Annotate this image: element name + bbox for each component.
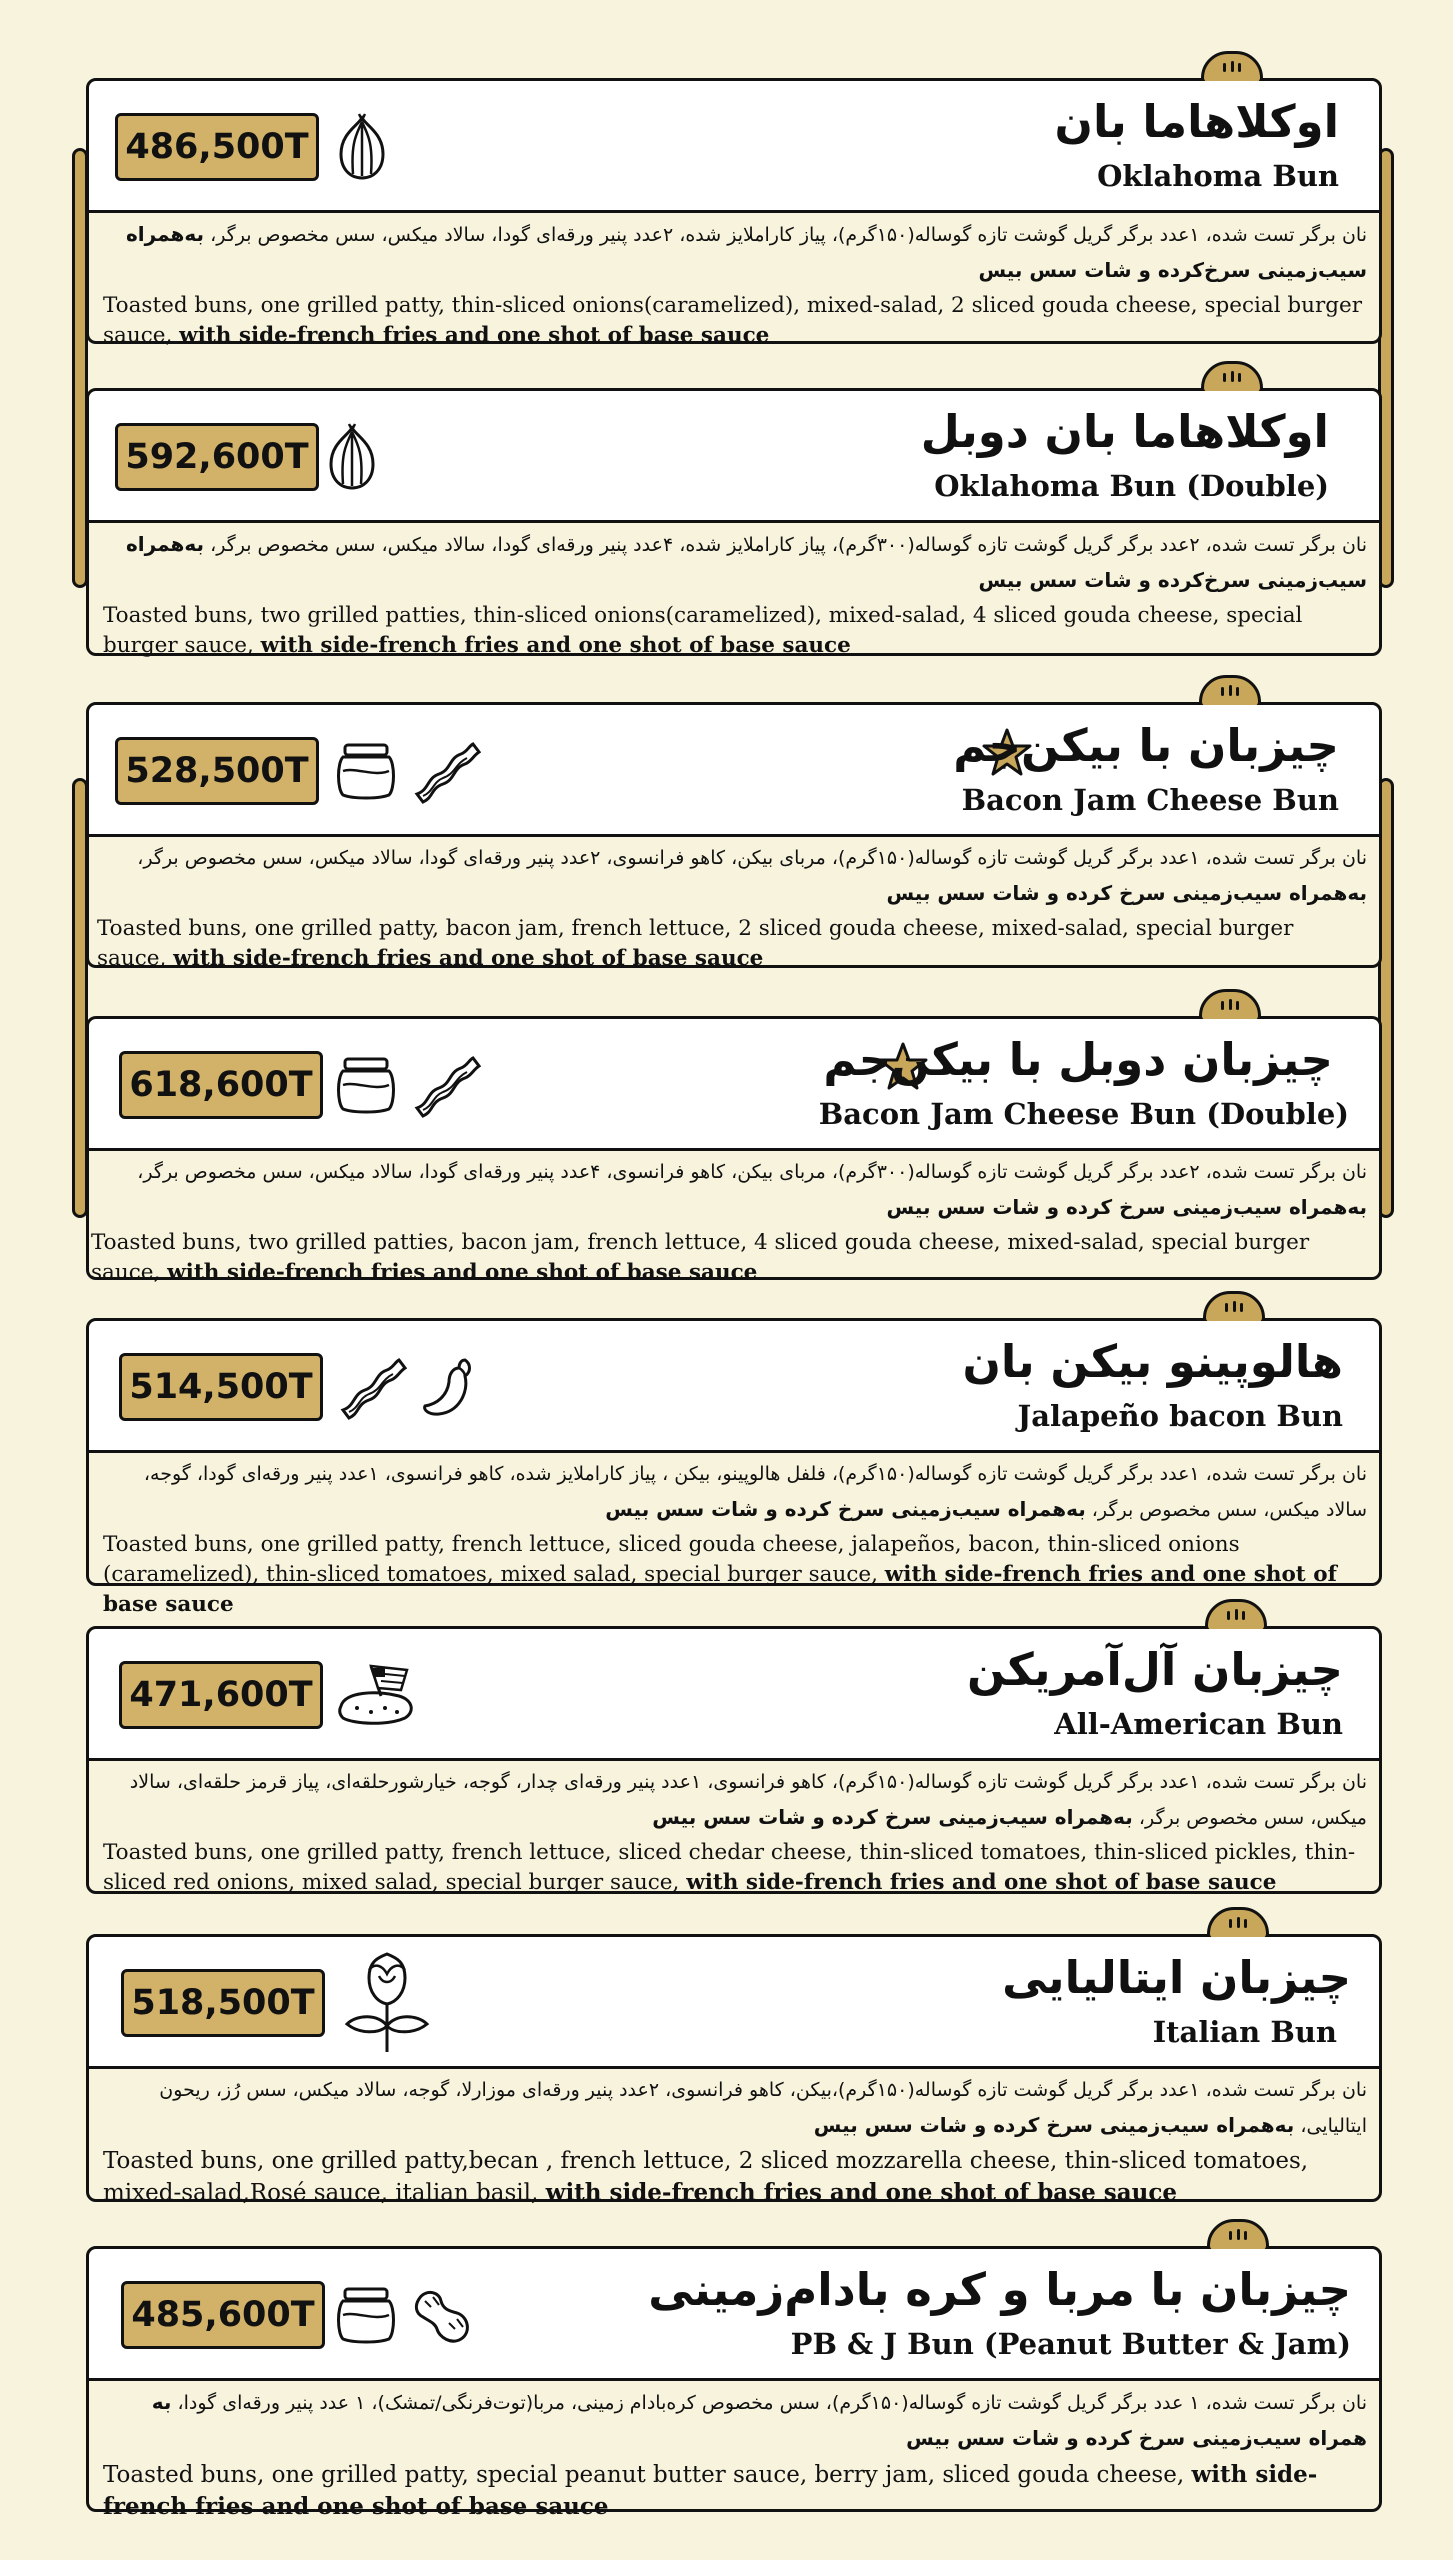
description-fa: نان برگر تست شده، ۱عدد برگر گریل گوشت تازه گوساله(۱۵۰گرم)، پیاز کاراملایز شده، ۲عدد پنیر ورقه‌ای گودا، سالاد میکس، سس مخصوص برگر، به‌همراه سیب‌زمینی سرخ‌کرده و شات سس بیس	[125, 222, 1367, 282]
description-en: Toasted buns, one grilled patty, bacon jam, french lettuce, 2 sliced gouda cheese, mixed-salad, special burger sauce, with side-french fries and one shot of base sauce	[97, 916, 1294, 971]
menu-item-card	[86, 702, 1382, 971]
description-en: Toasted buns, one grilled patty, thin-sliced onions(caramelized), mixed-salad, 2 sliced gouda cheese, special burger sauce, with side-french fries and one shot of base sauce	[103, 293, 1363, 348]
item-title-en: Italian Bun	[1152, 2015, 1337, 2049]
menu-item-icons	[335, 109, 389, 185]
description-fa: نان برگر تست شده، ۲عدد برگر گریل گوشت تازه گوساله(۳۰۰گرم)، پیاز کاراملایز شده، ۴عدد پنیر ورقه‌ای گودا، سالاد میکس، سس مخصوص برگر، به‌همراه سیب‌زمینی سرخ‌کرده و شات سس بیس	[125, 532, 1367, 592]
price-tag: 486,500T	[115, 113, 319, 181]
description-en: Toasted buns, one grilled patty, french lettuce, sliced gouda cheese, jalapeños, bacon, thin-sliced onions (caramelized), thin-sliced tomatoes, mixed salad, special burger sauce, with side-french fries and one shot of base sauce	[103, 1532, 1337, 1617]
menu-item-card	[86, 388, 1382, 656]
item-title-en: Bacon Jam Cheese Bun (Double)	[818, 1097, 1349, 1131]
menu-item-header	[89, 81, 1379, 213]
menu-item-card	[86, 1016, 1382, 1285]
item-title-fa: اوکلاهاما بان دوبل	[920, 405, 1329, 458]
menu-item-icons	[325, 419, 379, 495]
menu-item-header	[89, 1321, 1379, 1453]
price-tag: 618,600T	[119, 1051, 323, 1119]
onion-icon	[325, 422, 379, 492]
bun-icon	[1201, 361, 1263, 395]
price-tag: 592,600T	[115, 423, 319, 491]
menu-item-header	[89, 1019, 1379, 1151]
item-title-fa: چیزبان دوبل با بیکن‌جم	[823, 1033, 1333, 1086]
bun-icon	[1199, 989, 1261, 1023]
menu-item-card	[86, 2246, 1382, 2520]
price-tag: 471,600T	[119, 1661, 323, 1729]
menu-item-description	[89, 2069, 1379, 2215]
bun-icon	[1199, 675, 1261, 709]
menu-item-card	[86, 1318, 1382, 1617]
description-en: Toasted buns, two grilled patties, bacon jam, french lettuce, 4 sliced gouda cheese, mixed-salad, special burger sauce, with side-french fries and one shot of base sauce	[91, 1230, 1310, 1285]
menu-item-card	[86, 78, 1382, 348]
item-title-en: Oklahoma Bun (Double)	[934, 469, 1329, 503]
menu-item-card	[86, 1934, 1382, 2206]
bun-icon	[1201, 51, 1263, 85]
description-fa: نان برگر تست شده، ۱عدد برگر گریل گوشت تازه گوساله(۱۵۰گرم)،بیکن، کاهو فرانسوی، ۲عدد پنیر ورقه‌ای موزارلا، گوجه، سالاد میکس، سس رُز، ریحون ایتالیایی، به‌همراه سیب‌زمینی سرخ کرده و شات سس بیس	[159, 2079, 1367, 2137]
price-tag: 528,500T	[115, 737, 319, 805]
price-tag: 518,500T	[121, 1969, 325, 2037]
item-title-en: Bacon Jam Cheese Bun	[961, 783, 1339, 817]
item-title-fa: چیزبان با مربا و کره بادام‌زمینی	[648, 2263, 1351, 2316]
item-title-fa: اوکلاهاما بان	[1054, 95, 1339, 148]
menu-item-header	[89, 1937, 1379, 2069]
menu-item-card	[86, 1626, 1382, 1894]
item-title-en: All-American Bun	[1054, 1707, 1343, 1741]
menu-item-description	[89, 1151, 1379, 1294]
bacon-icon	[335, 1354, 407, 1420]
menu-item-icons	[335, 1047, 481, 1123]
item-title-en: Oklahoma Bun	[1097, 159, 1339, 193]
flag-pickle-icon	[335, 1662, 419, 1728]
menu-item-description	[89, 2381, 1379, 2529]
description-en: Toasted buns, one grilled patty,becan , french lettuce, 2 sliced mozzarella cheese, thin-sliced tomatoes, mixed-salad,Rosé sauce, italian basil, with side-french fries and one shot of base sauce	[103, 2148, 1309, 2206]
menu-item-icons	[335, 2277, 473, 2353]
rose-icon	[339, 1946, 435, 2056]
bacon-icon	[409, 738, 481, 804]
chili-pepper-icon	[419, 1354, 479, 1420]
item-title-en: Jalapeño bacon Bun	[1017, 1399, 1343, 1433]
jam-jar-icon	[335, 2285, 397, 2345]
item-title-fa: هالوپینو بیکن بان	[962, 1335, 1343, 1388]
item-title-fa: چیزبان با بیکن‌جم	[953, 719, 1339, 772]
menu-item-header	[89, 705, 1379, 837]
menu-item-description	[89, 1453, 1379, 1626]
bun-icon	[1207, 1907, 1269, 1941]
jam-jar-icon	[335, 1055, 397, 1115]
item-title-fa: چیزبان آل‌آمریکن	[967, 1643, 1343, 1696]
description-en: Toasted buns, one grilled patty, french lettuce, sliced chedar cheese, thin-sliced tomatoes, thin-sliced pickles, thin-sliced red onions, mixed salad, special burger sauce, with side-french fries and one shot of base sauce	[103, 1840, 1356, 1895]
peanut-icon	[409, 2285, 473, 2345]
bacon-icon	[409, 1052, 481, 1118]
item-title-fa: چیزبان ایتالیایی	[1002, 1951, 1351, 2004]
jam-jar-icon	[335, 741, 397, 801]
menu-item-header	[89, 2249, 1379, 2381]
menu-item-description	[89, 1761, 1379, 1904]
description-fa: نان برگر تست شده، ۱عدد برگر گریل گوشت تازه گوساله(۱۵۰گرم)، مربای بیکن، کاهو فرانسوی، ۲عدد پنیر ورقه‌ای گودا، سالاد میکس، سس مخصوص برگر، به‌همراه سیب‌زمینی سرخ کرده و شات سس بیس	[137, 847, 1367, 905]
bun-icon	[1207, 2219, 1269, 2253]
description-fa: نان برگر تست شده، ۱عدد برگر گریل گوشت تازه گوساله(۱۵۰گرم)، کاهو فرانسوی، ۱عدد پنیر ورقه‌ای چدار، گوجه، خیارشورحلقه‌ای، پیاز قرمز حلقه‌ای، سالاد میکس، سس مخصوص برگر، به‌همراه سیب‌زمینی سرخ کرده و شات سس بیس	[129, 1771, 1367, 1829]
onion-icon	[335, 112, 389, 182]
menu-item-icons	[339, 1943, 435, 2059]
description-fa: نان برگر تست شده، ۱ عدد برگر گریل گوشت تازه گوساله(۱۵۰گرم)، سس مخصوص کره‌بادام زمینی، مربا(توت‌فرنگی/تمشک)، ۱ عدد پنیر ورقه‌ای گودا، به همراه سیب‌زمینی سرخ کرده و شات سس بیس	[151, 2390, 1367, 2450]
menu-item-icons	[335, 733, 481, 809]
menu-item-icons	[335, 1349, 479, 1425]
menu-item-description	[89, 213, 1379, 357]
menu-item-description	[89, 837, 1379, 980]
menu-item-header	[89, 391, 1379, 523]
menu-item-header	[89, 1629, 1379, 1761]
menu-item-icons	[335, 1657, 419, 1733]
description-fa: نان برگر تست شده، ۱عدد برگر گریل گوشت تازه گوساله(۱۵۰گرم)، فلفل هالوپینو، بیکن ، پیاز کاراملایز شده، کاهو فرانسوی، ۱عدد پنیر ورقه‌ای گودا، گوجه، سالاد میکس، سس مخصوص برگر، به‌همراه سیب‌زمینی سرخ کرده و شات سس بیس	[143, 1463, 1367, 1521]
description-en: Toasted buns, two grilled patties, thin-sliced onions(caramelized), mixed-salad, 4 sliced gouda cheese, special burger sauce, with side-french fries and one shot of base sauce	[103, 603, 1303, 658]
price-tag: 485,600T	[121, 2281, 325, 2349]
description-fa: نان برگر تست شده، ۲عدد برگر گریل گوشت تازه گوساله(۳۰۰گرم)، مربای بیکن، کاهو فرانسوی، ۴عدد پنیر ورقه‌ای گودا، سالاد میکس، سس مخصوص برگر، به‌همراه سیب‌زمینی سرخ کرده و شات سس بیس	[137, 1161, 1367, 1219]
item-title-en: PB & J Bun (Peanut Butter & Jam)	[790, 2327, 1351, 2361]
bun-icon	[1203, 1291, 1265, 1325]
description-en: Toasted buns, one grilled patty, special peanut butter sauce, berry jam, sliced gouda cheese, with side-french fries and one shot of base sauce	[103, 2461, 1318, 2520]
price-tag: 514,500T	[119, 1353, 323, 1421]
menu-item-description	[89, 523, 1379, 667]
